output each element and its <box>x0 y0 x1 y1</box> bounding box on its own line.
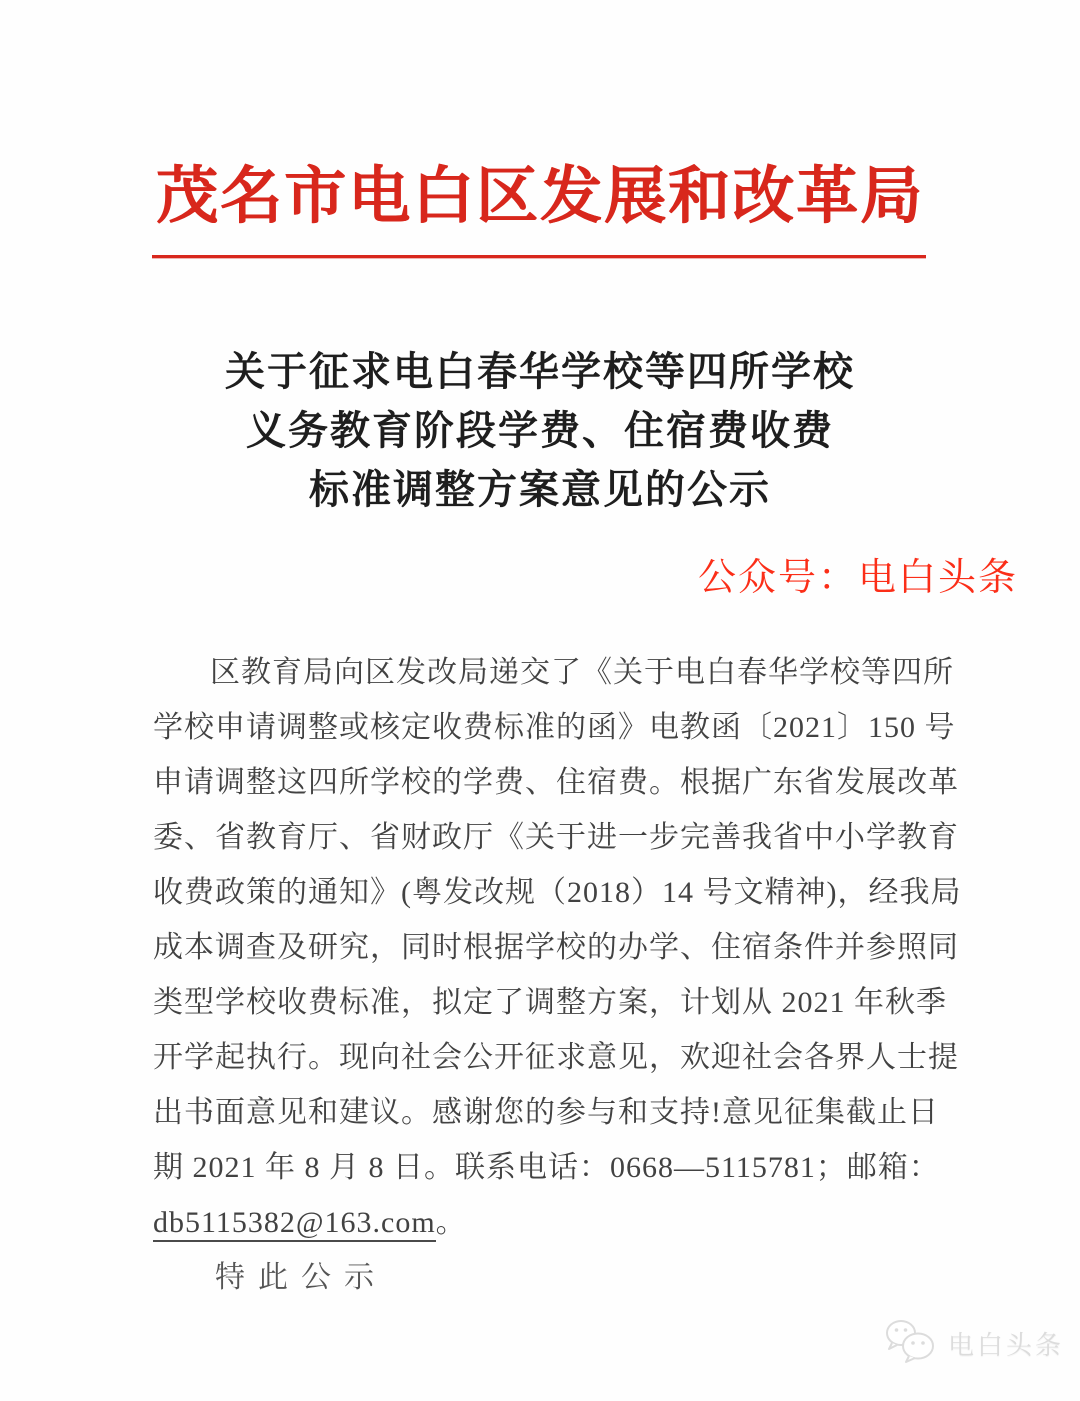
letterhead-title: 茂名市电白区发展和改革局 <box>155 163 924 231</box>
footer-watermark-label: 电白头条 <box>948 1330 1065 1360</box>
body-paragraph <box>153 645 962 1305</box>
body-line: 收费政策的通知》(粤发改规（2018）14 号文精神)，经我局 <box>153 876 962 909</box>
footer-watermark <box>884 1318 1064 1369</box>
wechat-icon <box>884 1318 938 1369</box>
email-period: 。 <box>435 1206 467 1239</box>
document-title <box>0 342 1080 519</box>
email-text: db5115382@163.com <box>153 1206 436 1242</box>
body-line-email <box>153 1195 927 1250</box>
public-account-watermark: 公众号：电白头条 <box>698 557 1019 599</box>
document-title-line-2: 义务教育阶段学费、住宿费收费 <box>246 408 834 453</box>
body-line: 区教育局向区发改局递交了《关于电白春华学校等四所 <box>210 656 954 689</box>
body-line: 委、省教育厅、省财政厅《关于进一步完善我省中小学教育 <box>153 821 959 854</box>
document-title-line-1: 关于征求电白春华学校等四所学校 <box>225 349 855 394</box>
body-line: 开学起执行。现向社会公开征求意见，欢迎社会各界人士提 <box>153 1041 959 1074</box>
body-line: 成本调查及研究，同时根据学校的办学、住宿条件并参照同 <box>153 931 959 964</box>
body-line: 学校申请调整或核定收费标准的函》电教函〔2021〕150 号 <box>153 711 956 744</box>
body-line: 申请调整这四所学校的学费、住宿费。根据广东省发展改革 <box>153 766 959 799</box>
body-line: 期 2021 年 8 月 8 日。联系电话：0668—5115781；邮箱： <box>153 1151 940 1184</box>
body-line: 类型学校收费标准，拟定了调整方案，计划从 2021 年秋季 <box>153 986 947 1019</box>
letterhead-divider <box>152 255 926 258</box>
body-line: 出书面意见和建议。感谢您的参与和支持!意见征集截止日 <box>153 1096 939 1129</box>
closing-text: 特此公示 <box>215 1261 387 1294</box>
document-title-line-3: 标准调整方案意见的公示 <box>309 467 771 512</box>
